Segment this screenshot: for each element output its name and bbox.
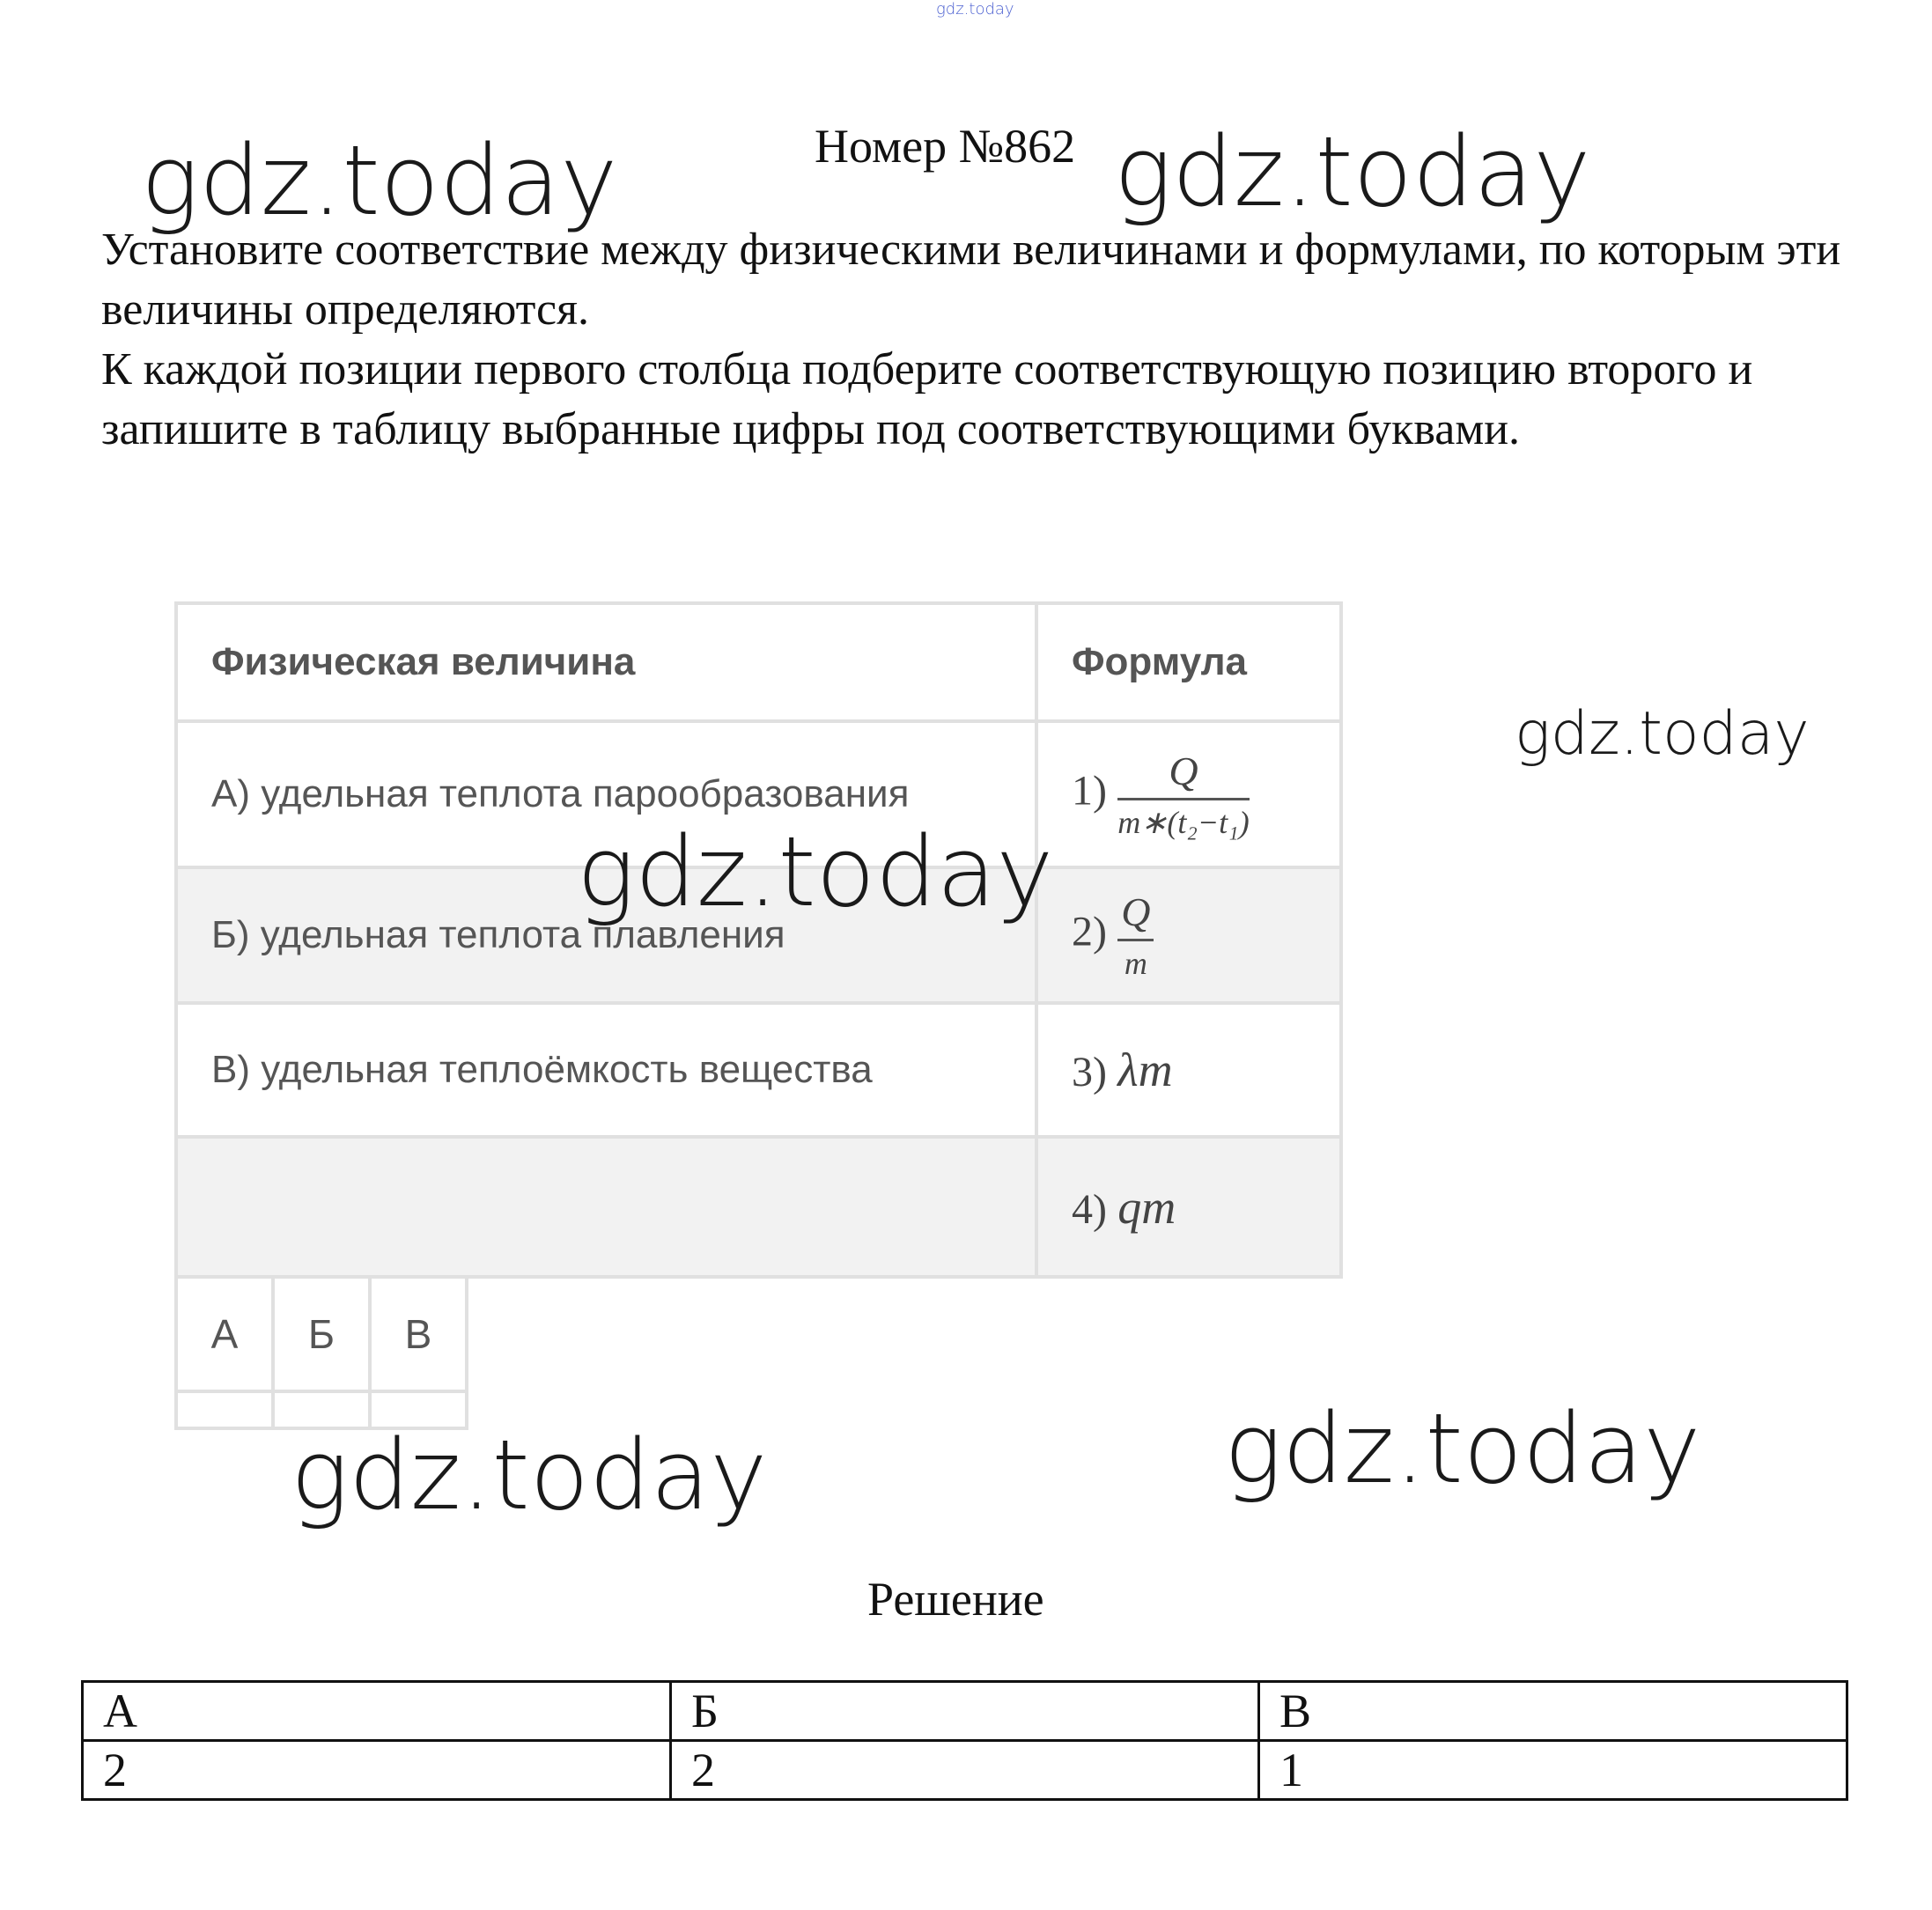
page-title: Номер №862: [815, 120, 1076, 173]
table-row: [176, 1003, 1341, 1137]
header-formula: Формула: [1036, 603, 1341, 721]
letters-table: [174, 1275, 468, 1430]
answer-value-cell: 2: [83, 1741, 671, 1800]
letter-cell: А: [176, 1277, 273, 1391]
fraction-denominator: m∗(t₂−t₁): [1117, 805, 1250, 840]
task-text: [101, 220, 1845, 460]
formula-cell: [1036, 1003, 1341, 1137]
formula-cell: [1036, 867, 1341, 1003]
table-row: [83, 1741, 1847, 1800]
formula-cell: [1036, 721, 1341, 867]
formula-number: 4): [1072, 1185, 1107, 1233]
answer-value-cell: 1: [1259, 1741, 1847, 1800]
formula-fraction: [1117, 748, 1249, 841]
watermark: gdz.today: [141, 124, 618, 237]
quantity-cell: А) удельная теплота парообразования: [176, 721, 1036, 867]
letter-cell: Б: [273, 1277, 370, 1391]
answer-header-cell: Б: [671, 1682, 1259, 1741]
formula-number: 3): [1072, 1049, 1107, 1095]
watermark: gdz.today: [577, 815, 1054, 928]
task-table: [174, 601, 1343, 1279]
answer-table: [81, 1680, 1848, 1801]
letter-cell: В: [370, 1277, 467, 1391]
table-row: [176, 1137, 1341, 1277]
watermark: gdz.today: [291, 1419, 768, 1531]
formula-fraction: [1117, 889, 1154, 982]
quantity-cell: В) удельная теплоёмкость вещества: [176, 1003, 1036, 1137]
formula-expression: λm: [1117, 1043, 1173, 1096]
formula-cell: [1036, 1137, 1341, 1277]
answer-header-cell: В: [1259, 1682, 1847, 1741]
table-row: [83, 1682, 1847, 1741]
formula-number: 2): [1072, 908, 1107, 955]
formula-expression: qm: [1117, 1180, 1176, 1234]
formula-number: 1): [1072, 767, 1107, 815]
quantity-cell: Б) удельная теплота плавления: [176, 867, 1036, 1003]
watermark: gdz.today: [1515, 699, 1810, 769]
task-paragraph-2: К каждой позиции первого столбца подберите соответствующую позицию второго и запишите в таблицу выбранные цифры под соответствующими буквами.: [101, 344, 1753, 454]
answer-header-cell: А: [83, 1682, 671, 1741]
header-quantity: Физическая величина: [176, 603, 1036, 721]
watermark-top: gdz.today: [936, 0, 1014, 18]
watermark: gdz.today: [1224, 1392, 1701, 1505]
watermark: gdz.today: [1114, 115, 1591, 228]
empty-answer-cell: [176, 1391, 273, 1428]
task-paragraph-1: Установите соответствие между физическими величинами и формулами, по которым эти величины определяются.: [101, 225, 1841, 335]
solution-heading: Решение: [867, 1573, 1044, 1626]
quantity-cell: [176, 1137, 1036, 1277]
fraction-denominator: m: [1124, 946, 1147, 981]
answer-value-cell: 2: [671, 1741, 1259, 1800]
fraction-numerator: Q: [1117, 889, 1154, 941]
fraction-numerator: Q: [1117, 748, 1249, 800]
